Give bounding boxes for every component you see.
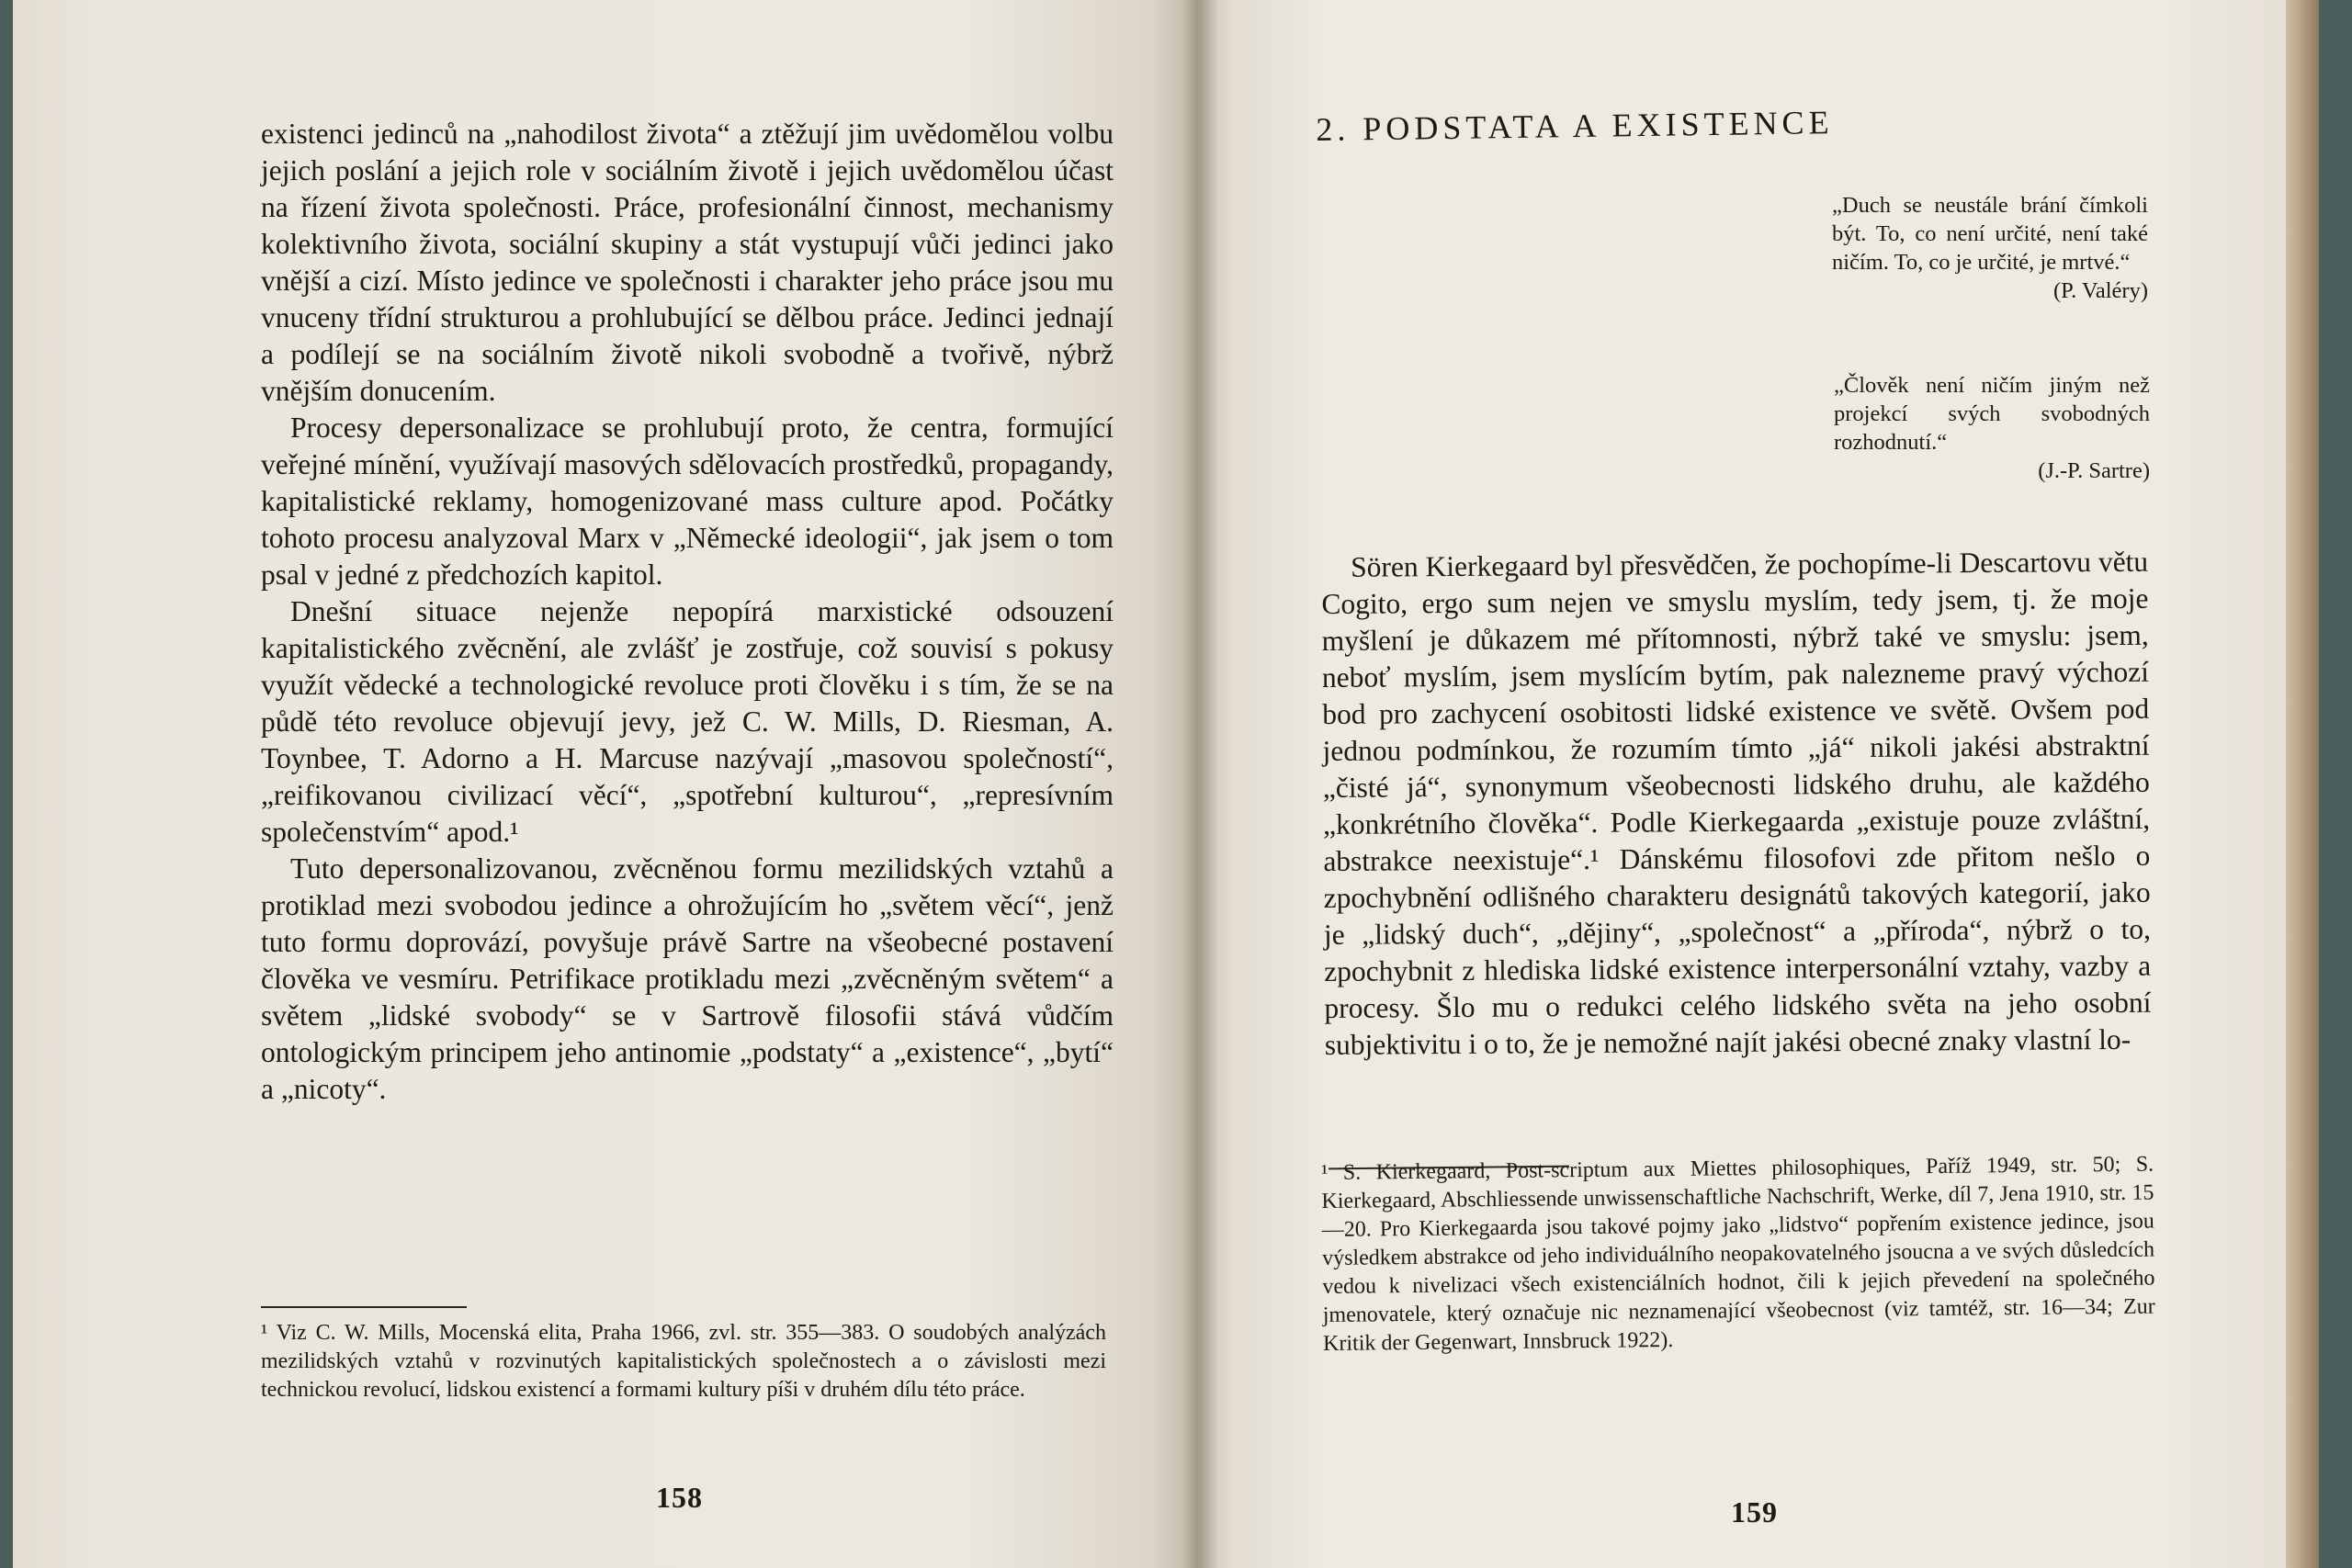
left-paragraph-4: Tuto depersonalizovanou, zvěcněnou formu mezilidských vztahů a protiklad mezi svobodou jedince a ohrožujícím ho „světem věcí“, jenž tuto formu doprovází, povyšuje právě Sartre na všeobecné postavení člověka ve vesmíru. Petrifikace protikladu mezi „zvěcněným světem“ a světem „lidské svobody“ se v Sartrově filosofii stává vůdčím ontologickým principem jeho antinomie „podstaty“ a „existence“, „bytí“ a „nicoty“. (261, 852, 1114, 1105)
epigraph-author: (J.-P. Sartre) (2038, 458, 2150, 483)
left-footnote-1: ¹ Viz C. W. Mills, Mocenská elita, Praha 1966, zvl. str. 355—383. O soudobých analýzách mezilidských vztahů v rozvinutých kapitalistických společnostech a o závislosti mezi technickou revolucí, lidskou existencí a formami kultury píši v druhém dílu této práce. (261, 1321, 1106, 1402)
left-page-number: 158 (656, 1481, 703, 1514)
book-gutter (1182, 0, 1218, 1568)
epigraph-quote: „Duch se neustále brání čímkoli být. To, co není určité, není také ničím. To, co je určité, je mrtvé.“ (1832, 193, 2148, 275)
right-page-number: 159 (1731, 1495, 1778, 1529)
left-paragraph-2: Procesy depersonalizace se prohlubují proto, že centra, formující veřejné mínění, využívají masových sdělovacích prostředků, propagandy, kapitalistické reklamy, homogenizované mass culture apod. Počátky tohoto procesu analyzoval Marx v „Německé ideologii“, jak jsem o tom psal v jedné z předchozích kapitol. (261, 412, 1114, 591)
left-paragraph-1: existenci jedinců na „nahodilost života“ a ztěžují jim uvědomělou volbu jejich poslání a jejich role v sociálním životě i jejich uvědomělou účast na řízení života společnosti. Práce, profesionální činnost, mechanismy kolektivního života, sociální skupiny a stát vystupují vůči jedinci jako vnější a cizí. Místo jedince ve společnosti i charakter jeho práce jsou mu vnuceny třídní strukturou a prohlubující se dělbou práce. Jedinci jednají a podílejí se na sociálním životě nikoli svobodně a tvořivě, nýbrž vnějším donucením. (261, 118, 1114, 407)
epigraph-quote: „Člověk není ničím jiným než projekcí svých svobodných rozhodnutí.“ (1834, 373, 2150, 455)
left-footnote-rule (261, 1306, 467, 1308)
right-footnotes (1321, 1151, 2155, 1359)
right-paragraph-1: Sören Kierkegaard byl přesvědčen, že pochopíme-li Descartovu větu Cogito, ergo sum nejen ve smyslu myslím, tedy jsem, tj. že moje myšlení je důkazem mé přítomnosti, nýbrž také ve smyslu: jsem, neboť myslím, jsem myslícím bytím, pak nalezneme pravý výchozí bod pro zachycení osobitosti lidské existence ve světě. Ovšem pod jednou podmínkou, že rozumím tímto „já“ nikoli jakési abstraktní „čisté já“, synonymum všeobecnosti lidského druhu, ale každého „konkrétního člověka“. Podle Kierkegaarda „existuje pouze zvláštní, abstrakce neexistuje“.¹ Dánskému filosofovi zde přitom nešlo o zpochybnění odlišného charakteru designátů takových kategorií, jako je „lidský duch“, „dějiny“, „společnost“ a „příroda“, nýbrž o to, zpochybnit z hlediska lidské existence interpersonální vztahy, vazby a procesy. Šlo mu o redukci celého lidského světa na jeho osobní subjektivitu i o to, že je nemožné najít jakési obecné znaky vlastní lo- (1321, 545, 2152, 1061)
left-body-text (261, 116, 1114, 1108)
epigraph-author: (P. Valéry) (2053, 278, 2148, 303)
left-paragraph-3: Dnešní situace nejenže nepopírá marxistické odsouzení kapitalistického zvěcnění, ale zvlášť je zostřuje, což souvisí s pokusy využít vědecké a technologické revoluce proti člověku i s tím, že se na půdě této revoluce objevují jevy, jež C. W. Mills, D. Riesman, A. Toynbee, T. Adorno a H. Marcuse nazývají „masovou společností“, „reifikovanou civilizací věcí“, „spotřební kulturou“, „represívním společenstvím“ apod.¹ (261, 595, 1114, 848)
chapter-title: 2. PODSTATA A EXISTENCE (1316, 104, 1834, 148)
epigraph-sartre (1834, 371, 2150, 485)
page-edges (2286, 0, 2319, 1568)
right-footnote-1: ¹ S. Kierkegaard, Post-scriptum aux Miettes philosophiques, Paříž 1949, str. 50; S. Kierkegaard, Abschliessende unwissenschaftliche Nachschrift, Werke, díl 7, Jena 1910, str. 15—20. Pro Kierkegaarda jsou takové pojmy jako „lidstvo“ popřením existence jedince, jsou výsledkem abstrakce od jeho individuálního neopakovatelného jsoucna a ve svých důsledcích vedou k nivelizaci všech existenciálních hodnot, čili k jejich převedení na společného jmenovatele, který označuje nic neznamenající všeobecnost (viz tamtéž, str. 16—34; Zur Kritik der Gegenwart, Innsbruck 1922). (1321, 1152, 2155, 1356)
left-footnotes (261, 1319, 1106, 1404)
book-spread (13, 0, 2319, 1568)
left-page (13, 0, 1198, 1568)
right-body-text (1321, 544, 2152, 1064)
epigraph-valery (1832, 191, 2148, 305)
